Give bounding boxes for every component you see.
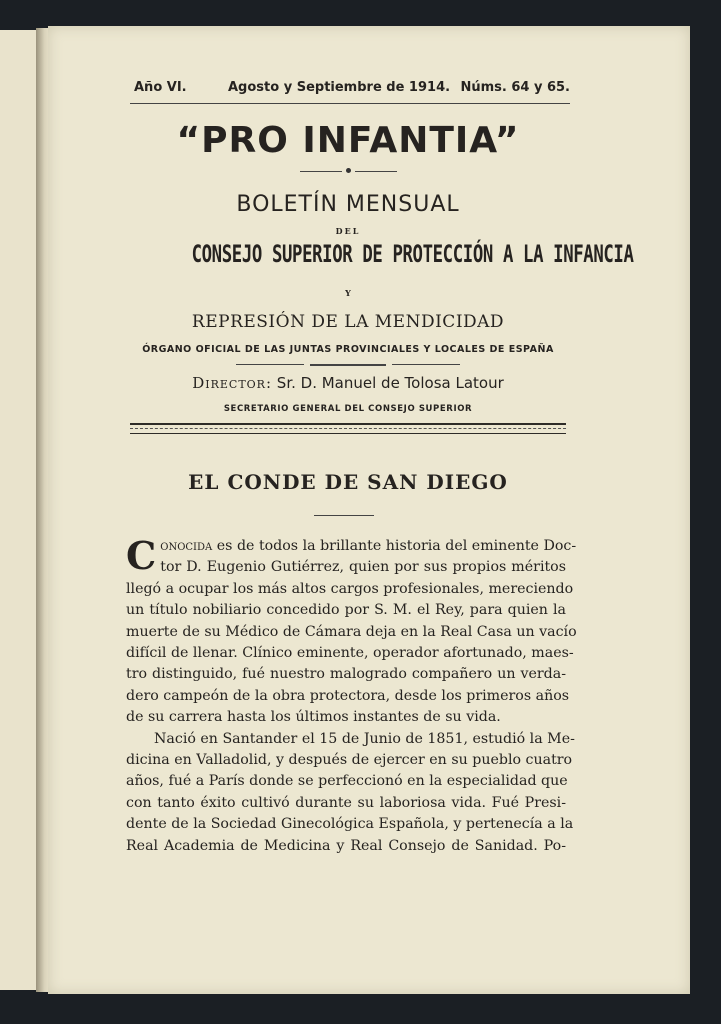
- body-line: Real Academia de Medicina y Real Consejo de Sanidad. Po-: [126, 837, 566, 854]
- secretary-line: SECRETARIO GENERAL DEL CONSEJO SUPERIOR: [223, 404, 473, 414]
- body-line: dicina en Valladolid, y después de ejercer en su pueblo cuatro: [126, 752, 573, 769]
- body-line: Nació en Santander el 15 de Junio de 1851, estudió la Me-: [154, 730, 575, 747]
- body-line: tro distinguido, fué nuestro malogrado compañero un verda-: [126, 666, 566, 683]
- repression-subtitle: REPRESIÓN DE LA MENDICIDAD: [191, 312, 505, 332]
- body-line: difícil de llenar. Clínico eminente, operador afortunado, maes-: [126, 645, 574, 662]
- document-page: [48, 26, 690, 994]
- article-body: [126, 533, 577, 857]
- conjunction-y: Y: [345, 288, 351, 298]
- body-line: con tanto éxito cultivó durante su laboriosa vida. Fué Presi-: [126, 794, 566, 811]
- issue-year: Año VI.: [134, 80, 187, 95]
- ornament-line-right: [355, 171, 397, 172]
- body-line: muerte de su Médico de Cámara deja en la Real Casa un vacío: [126, 623, 577, 640]
- body-line: años, fué a París donde se perfeccionó en la especialidad que: [126, 773, 568, 790]
- ornament-dot: [346, 168, 351, 173]
- director-name: Sr. D. Manuel de Tolosa Latour: [276, 374, 504, 392]
- issue-header: [134, 78, 570, 100]
- ornament-line-left: [300, 171, 342, 172]
- body-line: dero campeón de la obra protectora, desde los primeros años: [126, 687, 570, 704]
- body-line: dente de la Sociedad Ginecológica Española, y pertenecía a la: [126, 816, 574, 833]
- masthead-rule-top: [130, 423, 566, 425]
- first-word: onocida: [160, 538, 213, 554]
- body-line: de su carrera hasta los últimos instantes de su vida.: [126, 709, 501, 726]
- masthead-rule-middle: [130, 428, 566, 429]
- council-name: CONSEJO SUPERIOR DE PROTECCIÓN A LA INFANCIA: [191, 240, 634, 268]
- director-line: [128, 374, 568, 392]
- issue-numbers: Núms. 64 y 65.: [460, 80, 570, 95]
- body-line: onocida es de todos la brillante historia del eminente Doc-: [160, 538, 577, 554]
- article-title-rule: [314, 515, 374, 516]
- issue-date: Agosto y Septiembre de 1914.: [228, 80, 451, 95]
- article-title: EL CONDE DE SAN DIEGO: [188, 470, 508, 494]
- drop-cap: C: [126, 533, 157, 578]
- separator-left: [236, 364, 304, 365]
- separator-right: [392, 364, 460, 365]
- masthead-rule-bottom: [130, 433, 566, 434]
- separator-center: [310, 364, 386, 366]
- header-rule: [130, 103, 570, 104]
- del-label: DEL: [335, 226, 361, 236]
- publication-title: “PRO INFANTIA”: [176, 120, 520, 161]
- body-line: un título nobiliario concedido por S. M. el Rey, para quien la: [126, 602, 566, 619]
- bulletin-subtitle: BOLETÍN MENSUAL: [236, 192, 460, 217]
- body-line: llegó a ocupar los más altos cargos profesionales, mereciendo: [126, 580, 574, 597]
- director-label: Director:: [192, 374, 273, 392]
- official-organ-line: ÓRGANO OFICIAL DE LAS JUNTAS PROVINCIALES Y LOCALES DE ESPAÑA: [142, 344, 554, 355]
- body-line: tor D. Eugenio Gutiérrez, quien por sus propios méritos: [160, 559, 566, 576]
